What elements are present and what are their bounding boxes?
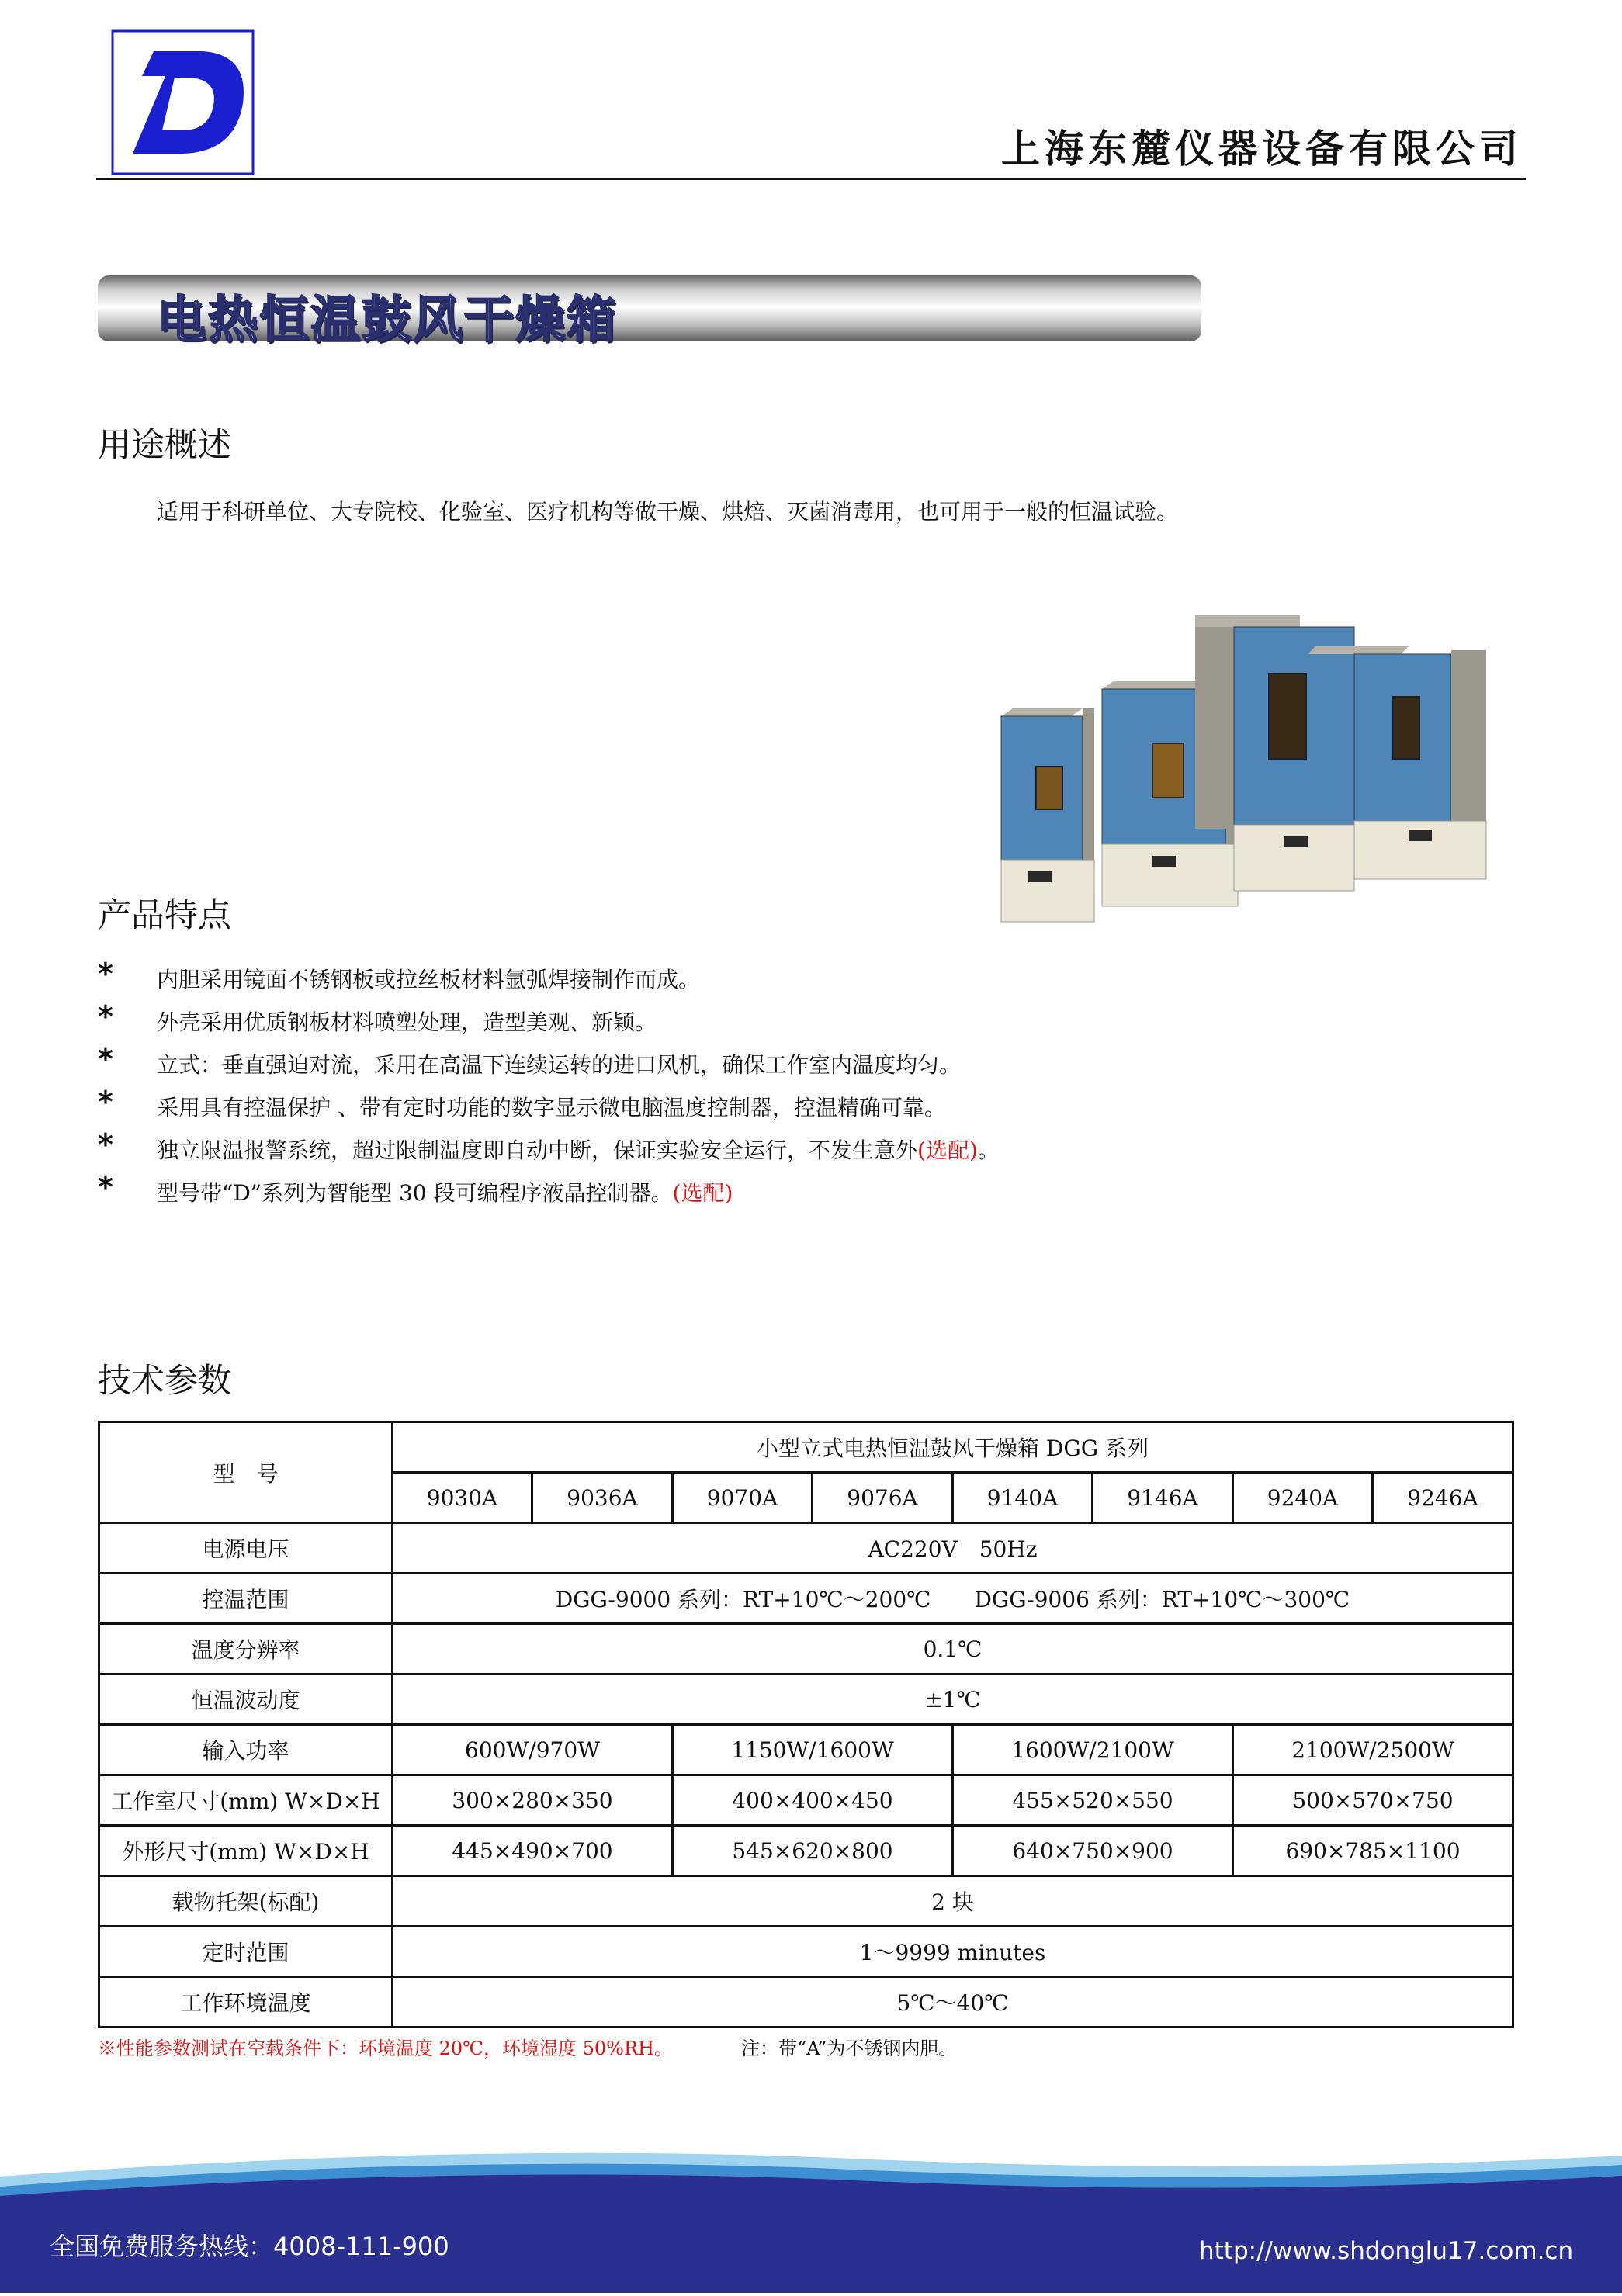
row-value: 1150W/1600W [673,1725,953,1775]
title-banner [98,275,1201,349]
company-logo [111,29,255,175]
table-row [99,1876,1513,1927]
row-label: 控温范围 [99,1574,393,1624]
feature-text-line [157,1176,733,1207]
row-value: 690×785×1100 [1233,1826,1513,1876]
model-cell: 9036A [532,1473,673,1523]
feature-text-line [157,1134,1000,1165]
feature-text: 采用具有控温保护 、带有定时功能的数字显示微电脑温度控制器，控温精确可靠。 [157,1095,946,1120]
row-value: 640×750×900 [953,1826,1233,1876]
series-title-cell: 小型立式电热恒温鼓风干燥箱 DGG 系列 [393,1422,1513,1473]
row-value: 600W/970W [393,1725,673,1775]
table-row [99,1624,1513,1674]
row-label: 输入功率 [99,1725,393,1775]
feature-text: 外壳采用优质钢板材料喷塑处理，造型美观、新颖。 [157,1009,657,1035]
star-bullet-icon: * [98,999,113,1034]
usage-heading: 用途概述 [98,426,231,465]
model-cell: 9246A [1373,1473,1513,1523]
row-value: 0.1℃ [393,1624,1513,1674]
features-heading: 产品特点 [98,896,231,935]
spec-table [98,1421,1514,2028]
product-title: 电热恒温鼓风干燥箱 [157,292,618,349]
test-condition-note: ※性能参数测试在空载条件下：环境温度 20℃，环境湿度 50%RH。 [98,2038,673,2059]
row-value: DGG-9000 系列：RT+10℃～200℃ DGG-9006 系列：RT+10℃～300℃ [393,1574,1513,1624]
feature-tail: 。 [977,1138,1000,1163]
specs-heading: 技术参数 [98,1362,231,1401]
table-row [99,1523,1513,1574]
row-label: 电源电压 [99,1523,393,1574]
star-bullet-icon: * [98,1042,113,1076]
model-label-cell: 型 号 [99,1422,393,1523]
optional-tag: (选配) [917,1138,978,1163]
footer-band [0,2142,1622,2293]
row-value: 1～9999 minutes [393,1927,1513,1977]
feature-text: 立式：垂直强迫对流，采用在高温下连续运转的进口风机，确保工作室内温度均匀。 [157,1052,962,1078]
product-photo [997,611,1502,930]
feature-text: 独立限温报警系统，超过限制温度即自动中断，保证实验安全运行，不发生意外 [157,1138,918,1163]
feature-item [98,1085,1107,1124]
table-row [99,1977,1513,2028]
row-label: 定时范围 [99,1927,393,1977]
table-row [99,1422,1513,1473]
row-value: 2100W/2500W [1233,1725,1513,1775]
header-divider [96,178,1526,180]
star-bullet-icon: * [98,1085,113,1119]
model-cell: 9240A [1233,1473,1373,1523]
row-label: 工作室尺寸(mm) W×D×H [99,1775,393,1826]
row-label: 载物托架(标配) [99,1876,393,1927]
table-row [99,1775,1513,1826]
row-value: 455×520×550 [953,1775,1233,1826]
row-value: 5℃～40℃ [393,1977,1513,2028]
model-cell: 9146A [1093,1473,1233,1523]
optional-tag: (选配) [672,1180,733,1206]
row-value: ±1℃ [393,1674,1513,1725]
star-bullet-icon: * [98,1127,113,1162]
model-cell: 9140A [953,1473,1093,1523]
feature-item [98,1127,1107,1166]
model-cell: 9076A [813,1473,953,1523]
table-row [99,1574,1513,1624]
table-row [99,1674,1513,1725]
usage-text: 适用于科研单位、大专院校、化验室、医疗机构等做干燥、烘焙、灭菌消毒用，也可用于一般的恒温试验。 [157,499,1179,525]
service-hotline: 全国免费服务热线：4008-111-900 [50,2232,449,2261]
model-cell: 9030A [393,1473,532,1523]
row-value: 545×620×800 [673,1826,953,1876]
feature-item [98,957,1107,996]
website-link[interactable]: http://www.shdonglu17.com.cn [1199,2237,1574,2265]
row-label: 温度分辨率 [99,1624,393,1674]
row-label: 恒温波动度 [99,1674,393,1725]
row-label: 外形尺寸(mm) W×D×H [99,1826,393,1876]
row-value: AC220V 50Hz [393,1523,1513,1574]
row-label: 工作环境温度 [99,1977,393,2028]
table-row [99,1826,1513,1876]
table-row [99,1725,1513,1775]
feature-item [98,1170,1107,1209]
row-value: 2 块 [393,1876,1513,1927]
model-cell: 9070A [673,1473,813,1523]
row-value: 400×400×450 [673,1775,953,1826]
row-value: 500×570×750 [1233,1775,1513,1826]
star-bullet-icon: * [98,957,113,991]
row-value: 445×490×700 [393,1826,673,1876]
feature-item [98,999,1107,1038]
star-bullet-icon: * [98,1170,113,1204]
row-value: 300×280×350 [393,1775,673,1826]
row-value: 1600W/2100W [953,1725,1233,1775]
feature-text: 内胆采用镜面不锈钢板或拉丝板材料氩弧焊接制作而成。 [157,967,701,992]
feature-item [98,1042,1107,1081]
feature-text: 型号带“D”系列为智能型 30 段可编程序液晶控制器。 [157,1180,673,1206]
table-row [99,1927,1513,1977]
company-name: 上海东麓仪器设备有限公司 [1001,126,1523,171]
stainless-note: 注：带“A”为不锈钢内胆。 [741,2038,958,2059]
